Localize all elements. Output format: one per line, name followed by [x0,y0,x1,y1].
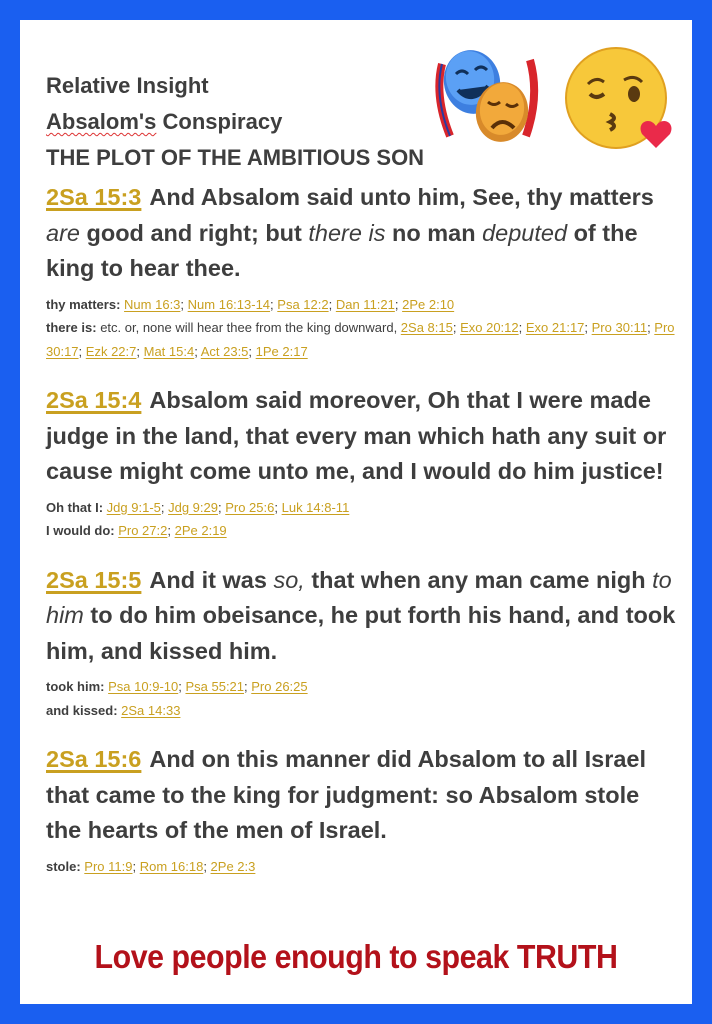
note-line: Oh that I: Jdg 9:1-5; Jdg 9:29; Pro 25:6; Luk 14:8-11 [46,499,350,515]
cross-ref-link[interactable]: Pro 25:6 [225,499,275,515]
cross-references [46,675,676,722]
note-label: stole: [46,858,81,874]
header-subtitle-name: Absalom's [46,109,157,134]
note-line [46,699,676,723]
cross-ref-link[interactable]: Mat 15:4 [143,343,195,359]
cross-ref-link[interactable]: Exo 21:17 [525,320,585,335]
verse-list [46,180,676,892]
verse-ref-link[interactable]: 2Sa 15:3 [46,184,142,210]
note-label: Oh that I: [46,499,104,515]
cross-ref-link[interactable]: 2Pe 2:19 [174,523,227,538]
cross-ref-link[interactable]: Num 16:13-14 [187,296,271,312]
cross-ref-link[interactable]: Psa 12:2 [277,296,329,312]
cross-ref-link[interactable]: 2Sa 14:33 [121,702,181,718]
cross-ref-link[interactable]: Psa 55:21 [185,679,245,694]
cross-ref-link[interactable]: Exo 20:12 [460,320,519,335]
theater-masks-icon [438,45,534,146]
cross-ref-link[interactable]: Jdg 9:1-5 [106,499,161,515]
note-line: I would do: Pro 27:2; 2Pe 2:19 [46,523,227,538]
page [20,20,692,1004]
note-label: thy matters: [46,296,121,312]
verse-text: 2Sa 15:3 And Absalom said unto him, See, thy matters are good and right; but there is no man deputed of the king to hear thee. [46,184,654,281]
note-line: there is: etc. or, none will hear thee from the king downward, 2Sa 8:15; Exo 20:12; Exo 21:17; Pro 30:11; Pro 30:17; Ezk 22:7; Mat 15:4; Act 23:5; 1Pe 2:17 [46,320,675,359]
cross-ref-link[interactable]: Pro 26:25 [251,679,308,694]
cross-ref-link[interactable]: Pro 27:2 [118,523,168,538]
cross-ref-link[interactable]: Luk 14:8-11 [281,499,350,515]
verse-text: 2Sa 15:6 And on this manner did Absalom to all Israel that came to the king for judgment: so Absalom stole the hearts of the men of Israel. [46,746,647,843]
cross-ref-link[interactable]: 2Sa 8:15 [400,320,453,335]
verse-text: 2Sa 15:5 And it was so, that when any man came nigh to him to do him obeisance, he put forth his hand, and took him, and kissed him. [46,566,676,664]
cross-ref-link[interactable]: Act 23:5 [200,343,249,359]
note-label: I would do: [46,523,115,538]
verse-block [46,383,676,543]
note-label: took him: [46,679,105,694]
verse-block [46,563,676,723]
note-line: thy matters: Num 16:3; Num 16:13-14; Psa 12:2; Dan 11:21; 2Pe 2:10 [46,296,455,312]
header-heading: THE PLOT OF THE AMBITIOUS SON [46,145,425,170]
emoji-group [420,36,680,156]
note-label: and kissed: [46,702,118,718]
cross-references [46,855,676,879]
cross-ref-link[interactable]: 2Pe 2:10 [402,296,455,312]
header-subtitle [46,104,424,140]
cross-ref-link[interactable]: Rom 16:18 [139,858,204,874]
cross-ref-link[interactable]: Pro 11:9 [84,858,133,874]
verse-ref-link[interactable]: 2Sa 15:5 [46,566,142,593]
kissing-face-icon [566,48,671,148]
verse-block [46,742,676,878]
cross-ref-link[interactable]: Dan 11:21 [335,296,395,312]
note-line: took him: Psa 10:9-10; Psa 55:21; Pro 26:25 [46,679,308,694]
footer-slogan: Love people enough to speak TRUTH [94,938,618,975]
cross-references [46,496,676,543]
cross-ref-link[interactable]: 1Pe 2:17 [255,343,308,359]
cross-ref-link[interactable]: Psa 10:9-10 [108,679,179,694]
note-label: there is: [46,320,97,335]
cross-ref-link[interactable]: Ezk 22:7 [85,343,137,359]
verse-block [46,180,676,363]
cross-ref-link[interactable]: 2Pe 2:3 [210,858,256,874]
cross-ref-link[interactable]: Num 16:3 [124,296,181,312]
cross-ref-link[interactable]: Pro 30:11 [591,320,648,335]
header-subtitle-rest: Conspiracy [156,109,283,134]
verse-ref-link[interactable]: 2Sa 15:4 [46,387,142,413]
cross-ref-link[interactable]: Pro 30:17 [46,320,675,359]
header-title: Relative Insight [46,73,209,98]
verse-ref-link[interactable]: 2Sa 15:6 [46,746,142,772]
verse-text: 2Sa 15:4 Absalom said moreover, Oh that I were made judge in the land, that every man which hath any suit or cause might come unto me, and I would do him justice! [46,387,667,484]
cross-ref-link[interactable]: Jdg 9:29 [168,499,218,515]
header [46,68,424,176]
cross-references [46,293,676,364]
note-line: stole: Pro 11:9; Rom 16:18; 2Pe 2:3 [46,858,256,874]
